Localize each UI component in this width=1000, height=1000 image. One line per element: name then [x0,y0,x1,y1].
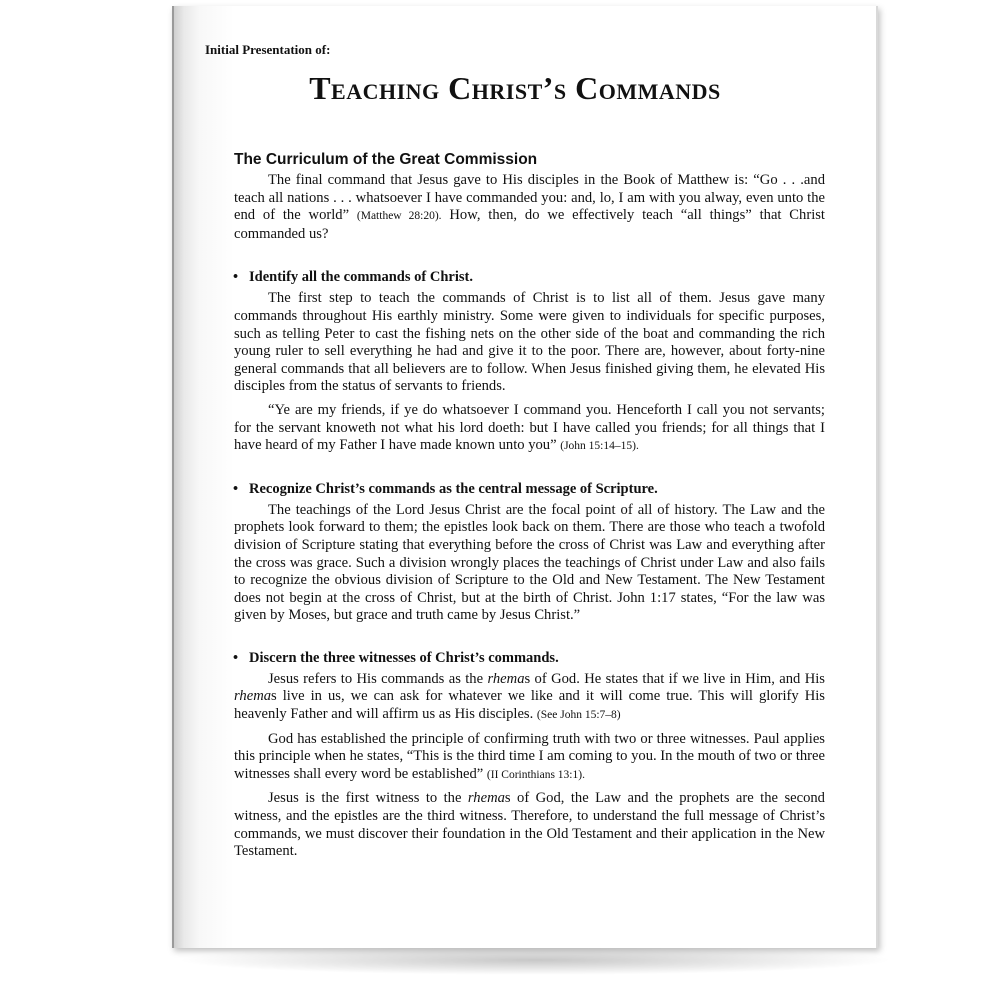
p3-paragraph-3-text-b: s of God, the Law and the prophets are the second witness, and the epistles are the third witness. Therefore, to understand the full message of Christ’s commands, we must discover their foundation in the Old Testament and their application in the New Testament. [234,790,825,860]
p3-paragraph-2-text: God has established the principle of confirming truth with two or three witnesses. Paul applies this principle when he states, “This is the third time I am coming to you. In the mouth of two or three witnesses shall every word be established” [234,730,825,782]
point-heading-2 [233,481,825,498]
point-1-quote: “Ye are my friends, if ye do whatsoever I command you. Henceforth I call you not servants; for the servant knoweth not what his lord doeth: but I have called you friends; for all things that I have heard of my Father I have made known unto you” [234,401,825,454]
p3-text-c: s live in us, we can ask for whatever we like and it will come true. This will glorify His heavenly Father and will affirm us as His disciples. [234,688,825,723]
point-1-quote-reference: (John 15:14–15). [560,440,639,453]
point-3-paragraph-1 [234,671,825,725]
p3-text-b: s of God. He states that if we live in Him, and His [524,670,825,687]
rhema-term: rhema [487,670,525,687]
bullet-icon: • [233,480,239,497]
bullet-icon: • [233,649,239,666]
point-2-paragraph-1: The teachings of the Lord Jesus Christ are the focal point of all of history. The Law and the prophets look forward to them; the epistles look back on them. There are those who teach a twofold division of Scripture stating that everything before the cross of Christ was Law and everything after the cross was grace. Such a division wrongly places the teachings of Christ under Law and also fails to recognize the obvious division of Scripture to the Old and New Testament. The New Testament does not begin at the cross of Christ, but at the birth of Christ. John 1:17 states, “For the law was given by Moses, but grace and truth came by Jesus Christ.” [234,501,825,624]
point-1-paragraph-1: The first step to teach the commands of Christ is to list all of them. Jesus gave many commands throughout His earthly ministry. Some were given to individuals for specific purposes, such as telling Peter to cast the fishing nets on the other side of the boat and commanding the rich young ruler to sell everything he had and give it to the poor. There are, however, about forty-nine general commands that all believers are to follow. When Jesus finished giving them, he elevated His disciples from the status of servants to friends. [234,290,825,395]
intro-reference: (Matthew 28:20). [356,210,442,223]
point-3-reference-2: (II Corinthians 13:1). [486,768,585,781]
rhema-term: rhema [467,790,505,807]
p3-text-a: Jesus refers to His commands as the [268,670,484,687]
booklet-shadow [175,945,895,975]
point-heading-1 [233,269,825,286]
point-heading-2-text: Recognize Christ’s commands as the central message of Scripture. [249,480,658,497]
section-heading: The Curriculum of the Great Commission [234,151,538,168]
point-heading-3-text: Discern the three witnesses of Christ’s commands. [249,649,559,666]
page-edge [876,6,878,948]
intro-paragraph [234,172,825,243]
point-3-reference-1: (See John 15:7–8) [536,709,621,722]
p3-paragraph-3-text-a: Jesus is the first witness to the [268,790,462,807]
point-1-paragraph-2 [234,402,825,456]
intro-text: The final command that Jesus gave to His disciples in the Book of Matthew is: “Go . . .and teach all nations . . . whatsoever I have commanded you: and, lo, I am with you alway, even unto the end of the world” [234,172,825,224]
point-heading-1-text: Identify all the commands of Christ. [249,269,473,286]
point-3-paragraph-2 [234,731,825,785]
page-content [205,42,825,861]
rhema-term: rhema [234,688,272,705]
initial-presentation-label: Initial Presentation of: [205,42,331,57]
bullet-icon: • [233,269,239,286]
point-heading-3 [233,650,825,667]
booklet-page [172,6,878,948]
intro-text-after: How, then, do we effectively teach “all things” that Christ commanded us? [234,207,825,242]
page-title: Teaching Christ’s Commands [309,70,721,106]
point-3-paragraph-3 [234,790,825,860]
